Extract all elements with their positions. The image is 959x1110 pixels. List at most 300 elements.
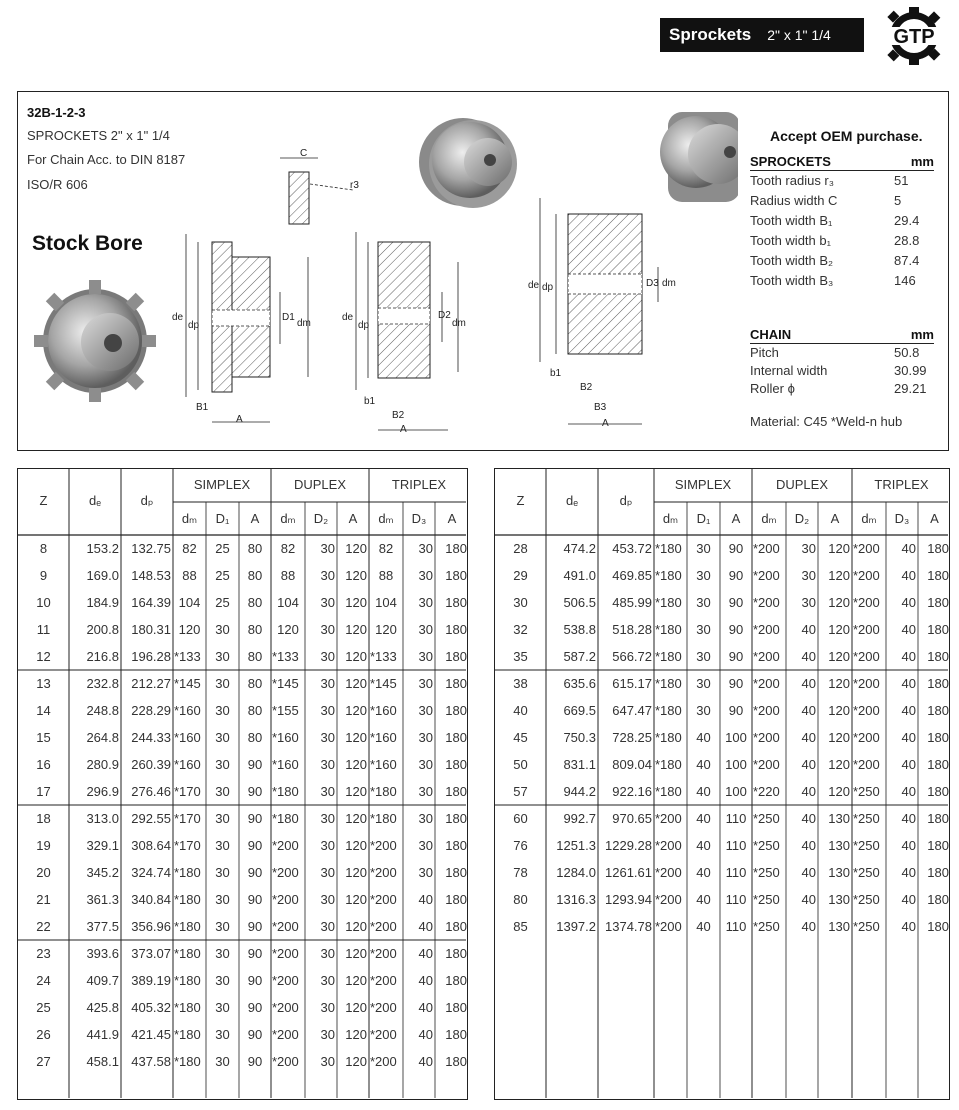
table-cell: 491.0 bbox=[563, 568, 596, 583]
table-row bbox=[18, 697, 467, 724]
spec-row bbox=[750, 251, 934, 271]
table-cell: 21 bbox=[36, 892, 51, 907]
table-cell: 180 bbox=[927, 730, 949, 745]
table-cell: 23 bbox=[36, 946, 51, 961]
table-cell: 809.04 bbox=[612, 757, 652, 772]
table-cell: 831.1 bbox=[563, 757, 596, 772]
table-row bbox=[495, 913, 949, 940]
technical-drawings bbox=[18, 92, 738, 448]
table-cell: 40 bbox=[801, 622, 816, 637]
table-cell: 104 bbox=[277, 595, 299, 610]
table-cell: 90 bbox=[728, 703, 744, 718]
table-cell: 30 bbox=[215, 919, 230, 934]
table-cell: *200 bbox=[853, 622, 880, 637]
col-subheader-dm: dₘ bbox=[761, 511, 777, 526]
table-cell: *200 bbox=[370, 919, 397, 934]
table-cell: 78 bbox=[513, 865, 528, 880]
table-cell: 30 bbox=[801, 541, 816, 556]
table-cell: 324.74 bbox=[131, 865, 171, 880]
spec-label: Pitch bbox=[750, 345, 779, 360]
table-cell: 922.16 bbox=[612, 784, 652, 799]
col-subheader-dm: dₘ bbox=[861, 511, 877, 526]
table-cell: *200 bbox=[853, 649, 880, 664]
chain-spec-header bbox=[750, 326, 934, 344]
table-cell: *200 bbox=[370, 892, 397, 907]
table-cell: 30 bbox=[696, 568, 711, 583]
table-cell: 40 bbox=[901, 865, 916, 880]
table-cell: *200 bbox=[753, 703, 780, 718]
dim-d2: D2 bbox=[438, 310, 451, 321]
table-row bbox=[495, 589, 949, 616]
table-cell: 30 bbox=[696, 676, 711, 691]
table-cell: 30 bbox=[418, 622, 433, 637]
table-cell: 30 bbox=[320, 541, 335, 556]
dim-c: C bbox=[300, 148, 308, 159]
col-subheader-dm: dₘ bbox=[662, 511, 679, 526]
table-cell: *180 bbox=[655, 541, 682, 556]
table-cell: 80 bbox=[247, 568, 263, 583]
table-cell: 40 bbox=[801, 865, 816, 880]
table-cell: 296.9 bbox=[86, 784, 119, 799]
table-cell: 180 bbox=[927, 622, 949, 637]
table-cell: 30 bbox=[320, 649, 335, 664]
table-cell: 180 bbox=[445, 865, 467, 880]
table-cell: 28 bbox=[513, 541, 528, 556]
col-header-triplex: TRIPLEX bbox=[391, 477, 447, 492]
col-subheader-a: A bbox=[447, 511, 457, 526]
table-cell: 437.58 bbox=[131, 1054, 171, 1069]
table-cell: 40 bbox=[696, 838, 711, 853]
table-cell: 180 bbox=[927, 649, 949, 664]
table-cell: *180 bbox=[174, 892, 201, 907]
dim-b1-lower-triplex: b1 bbox=[550, 368, 562, 379]
table-cell: 90 bbox=[728, 676, 744, 691]
table-cell: 9 bbox=[39, 568, 48, 583]
table-cell: 120 bbox=[345, 946, 367, 961]
table-cell: 30 bbox=[418, 838, 433, 853]
table-row bbox=[18, 1021, 467, 1048]
table-cell: *250 bbox=[753, 892, 780, 907]
table-cell: *200 bbox=[370, 1054, 397, 1069]
table-cell: *200 bbox=[853, 541, 880, 556]
table-cell: 35 bbox=[513, 649, 528, 664]
table-cell: 992.7 bbox=[563, 811, 596, 826]
table-cell: 130 bbox=[828, 838, 850, 853]
table-cell: 30 bbox=[320, 730, 335, 745]
table-cell: 120 bbox=[345, 811, 367, 826]
dim-dm-duplex: dm bbox=[452, 318, 466, 329]
table-row bbox=[18, 670, 467, 697]
table-cell: 40 bbox=[418, 892, 433, 907]
table-cell: *160 bbox=[174, 730, 201, 745]
table-cell: 25 bbox=[215, 568, 230, 583]
table-cell: 30 bbox=[320, 838, 335, 853]
table-cell: 90 bbox=[728, 541, 744, 556]
table-cell: *200 bbox=[853, 703, 880, 718]
standard-line: For Chain Acc. to DIN 8187 bbox=[27, 152, 186, 167]
col-subheader-d3: D₃ bbox=[894, 511, 910, 526]
table-cell: 180 bbox=[927, 865, 949, 880]
sprocket-spec-title: SPROCKETS bbox=[750, 154, 831, 169]
table-cell: 120 bbox=[345, 973, 367, 988]
table-cell: *200 bbox=[272, 892, 299, 907]
table-row bbox=[18, 589, 467, 616]
table-cell: 85 bbox=[513, 919, 528, 934]
table-cell: *180 bbox=[370, 784, 397, 799]
table-cell: *200 bbox=[753, 541, 780, 556]
size-label: 2" x 1" 1/4 bbox=[767, 27, 831, 43]
table-row bbox=[18, 751, 467, 778]
table-cell: *200 bbox=[753, 568, 780, 583]
table-cell: 30 bbox=[696, 703, 711, 718]
table-cell: *180 bbox=[272, 811, 299, 826]
table-cell: 292.55 bbox=[131, 811, 171, 826]
table-cell: 88 bbox=[182, 568, 197, 583]
spec-row bbox=[750, 271, 934, 291]
table-cell: 120 bbox=[345, 595, 367, 610]
col-header-duplex: DUPLEX bbox=[293, 477, 347, 492]
table-cell: 228.29 bbox=[131, 703, 171, 718]
table-cell: 1316.3 bbox=[556, 892, 596, 907]
table-row bbox=[495, 724, 949, 751]
chain-spec-unit: mm bbox=[910, 327, 934, 342]
table-cell: 30 bbox=[320, 865, 335, 880]
table-cell: *180 bbox=[655, 703, 682, 718]
table-cell: 29 bbox=[513, 568, 528, 583]
chain-spec-title: CHAIN bbox=[750, 327, 792, 342]
table-cell: *180 bbox=[174, 865, 201, 880]
table-cell: 30 bbox=[418, 649, 433, 664]
table-cell: *200 bbox=[853, 595, 880, 610]
table-cell: 970.65 bbox=[612, 811, 652, 826]
dim-dp: dp bbox=[188, 320, 200, 331]
table-cell: 120 bbox=[178, 622, 201, 637]
table-cell: 180 bbox=[927, 595, 949, 610]
table-cell: 345.2 bbox=[86, 865, 119, 880]
title-banner bbox=[660, 18, 864, 52]
spec-label: Tooth width B₁ bbox=[750, 213, 833, 228]
table-cell: 200.8 bbox=[86, 622, 119, 637]
table-cell: *200 bbox=[655, 838, 682, 853]
spec-panel bbox=[17, 91, 949, 451]
col-header-duplex: DUPLEX bbox=[775, 477, 829, 492]
dim-a-simplex: A bbox=[236, 414, 243, 425]
table-cell: 40 bbox=[801, 649, 816, 664]
table-cell: 40 bbox=[801, 892, 816, 907]
table-cell: 40 bbox=[696, 865, 711, 880]
table-cell: 30 bbox=[320, 1000, 335, 1015]
table-cell: 260.39 bbox=[131, 757, 171, 772]
table-cell: *160 bbox=[174, 757, 201, 772]
table-cell: 40 bbox=[901, 730, 916, 745]
table-cell: 120 bbox=[828, 568, 850, 583]
table-cell: 180 bbox=[445, 649, 467, 664]
table-cell: 13 bbox=[36, 676, 51, 691]
table-cell: 40 bbox=[901, 811, 916, 826]
table-cell: 750.3 bbox=[563, 730, 596, 745]
table-cell: *200 bbox=[655, 892, 682, 907]
table-cell: 30 bbox=[320, 946, 335, 961]
col-subheader-a: A bbox=[930, 511, 939, 526]
table-cell: 308.64 bbox=[131, 838, 171, 853]
table-cell: 76 bbox=[513, 838, 528, 853]
table-cell: 244.33 bbox=[131, 730, 171, 745]
table-cell: 216.8 bbox=[86, 649, 119, 664]
table-cell: 458.1 bbox=[86, 1054, 119, 1069]
spec-value: 30.99 bbox=[894, 363, 927, 378]
table-cell: 120 bbox=[828, 730, 850, 745]
table-cell: 280.9 bbox=[86, 757, 119, 772]
table-cell: *160 bbox=[370, 703, 397, 718]
table-cell: 40 bbox=[801, 703, 816, 718]
table-cell: 30 bbox=[418, 757, 433, 772]
table-cell: *180 bbox=[655, 784, 682, 799]
spec-row bbox=[750, 171, 934, 191]
col-subheader-a: A bbox=[830, 511, 840, 526]
table-cell: 180 bbox=[927, 892, 949, 907]
table-cell: 635.6 bbox=[563, 676, 596, 691]
sprocket-table-right bbox=[494, 468, 950, 1100]
spec-value: 51 bbox=[894, 173, 909, 188]
table-row bbox=[495, 751, 949, 778]
oem-notice: Accept OEM purchase. bbox=[770, 128, 923, 144]
table-cell: 80 bbox=[247, 649, 263, 664]
table-cell: *145 bbox=[272, 676, 299, 691]
table-cell: 30 bbox=[320, 973, 335, 988]
table-cell: *180 bbox=[655, 622, 682, 637]
col-subheader-d2: D₂ bbox=[313, 511, 329, 526]
table-cell: 40 bbox=[801, 757, 816, 772]
table-cell: 120 bbox=[345, 919, 367, 934]
table-cell: 30 bbox=[215, 1054, 230, 1069]
table-cell: 40 bbox=[696, 892, 711, 907]
material-note: Material: C45 *Weld-n hub bbox=[750, 414, 903, 429]
table-cell: *180 bbox=[370, 811, 397, 826]
table-cell: 40 bbox=[901, 568, 916, 583]
table-cell: 647.47 bbox=[612, 703, 652, 718]
table-cell: 80 bbox=[247, 595, 263, 610]
dim-b2-triplex: B2 bbox=[580, 382, 593, 393]
table-cell: 30 bbox=[215, 1027, 230, 1042]
table-cell: *180 bbox=[174, 1000, 201, 1015]
spec-label: Tooth width B₂ bbox=[750, 253, 834, 268]
table-cell: 393.6 bbox=[86, 946, 119, 961]
table-cell: *200 bbox=[853, 730, 880, 745]
spec-label: Tooth width b₁ bbox=[750, 233, 831, 248]
table-cell: 30 bbox=[320, 757, 335, 772]
table-cell: *250 bbox=[753, 811, 780, 826]
table-cell: 120 bbox=[345, 676, 367, 691]
col-header-z: Z bbox=[516, 493, 525, 508]
table-cell: *180 bbox=[655, 568, 682, 583]
table-cell: *180 bbox=[174, 919, 201, 934]
table-row bbox=[495, 670, 949, 697]
table-cell: *180 bbox=[174, 1027, 201, 1042]
table-cell: 196.28 bbox=[131, 649, 171, 664]
spec-label: Tooth radius r₃ bbox=[750, 173, 835, 188]
table-row bbox=[18, 805, 467, 832]
table-cell: 1293.94 bbox=[605, 892, 652, 907]
table-cell: 80 bbox=[247, 541, 263, 556]
table-cell: 82 bbox=[280, 541, 296, 556]
table-cell: 180 bbox=[927, 811, 949, 826]
dim-d3: D3 bbox=[646, 278, 659, 289]
table-cell: 40 bbox=[696, 811, 711, 826]
col-header-simplex: SIMPLEX bbox=[674, 477, 732, 492]
table-row bbox=[18, 913, 467, 940]
table-cell: 30 bbox=[215, 757, 230, 772]
table-cell: 180 bbox=[445, 892, 467, 907]
table-cell: 30 bbox=[215, 703, 230, 718]
table-row bbox=[495, 562, 949, 589]
table-cell: 15 bbox=[36, 730, 51, 745]
table-cell: 30 bbox=[215, 946, 230, 961]
table-cell: *170 bbox=[174, 784, 201, 799]
sprocket-spec-header bbox=[750, 153, 934, 171]
table-cell: 120 bbox=[345, 1027, 367, 1042]
table-cell: 184.9 bbox=[86, 595, 119, 610]
table-cell: 180 bbox=[445, 973, 467, 988]
table-cell: 518.28 bbox=[612, 622, 652, 637]
table-cell: *200 bbox=[272, 973, 299, 988]
table-cell: 180 bbox=[927, 541, 949, 556]
table-cell: *250 bbox=[853, 892, 880, 907]
table-cell: 100 bbox=[725, 757, 747, 772]
chain-spec-table bbox=[750, 326, 934, 398]
table-cell: 90 bbox=[247, 919, 263, 934]
table-cell: 180 bbox=[927, 703, 949, 718]
table-cell: 130 bbox=[828, 865, 850, 880]
table-cell: 30 bbox=[215, 676, 230, 691]
iso-line: ISO/R 606 bbox=[27, 177, 88, 192]
table-cell: 45 bbox=[513, 730, 528, 745]
table-cell: 30 bbox=[418, 568, 433, 583]
table-cell: 485.99 bbox=[612, 595, 652, 610]
table-cell: 90 bbox=[247, 757, 263, 772]
table-cell: *250 bbox=[853, 919, 880, 934]
table-cell: 506.5 bbox=[563, 595, 596, 610]
table-cell: 409.7 bbox=[86, 973, 119, 988]
table-row bbox=[495, 697, 949, 724]
spec-row bbox=[750, 211, 934, 231]
table-cell: 40 bbox=[801, 838, 816, 853]
table-cell: 120 bbox=[828, 784, 850, 799]
table-cell: 587.2 bbox=[563, 649, 596, 664]
table-cell: *200 bbox=[655, 811, 682, 826]
part-code: 32B-1-2-3 bbox=[27, 105, 86, 120]
table-cell: 728.25 bbox=[612, 730, 652, 745]
spec-label: Radius width C bbox=[750, 193, 838, 208]
dim-r3: r3 bbox=[350, 180, 359, 191]
table-cell: 180 bbox=[445, 622, 467, 637]
table-cell: 80 bbox=[513, 892, 528, 907]
table-row bbox=[495, 886, 949, 913]
table-cell: 180 bbox=[445, 1000, 467, 1015]
table-cell: 90 bbox=[247, 811, 263, 826]
table-cell: 40 bbox=[901, 622, 916, 637]
table-cell: *145 bbox=[370, 676, 397, 691]
col-subheader-d1: D₁ bbox=[696, 511, 711, 526]
sprocket-table-left bbox=[17, 468, 468, 1100]
table-cell: 232.8 bbox=[86, 676, 119, 691]
table-cell: 361.3 bbox=[86, 892, 119, 907]
table-cell: *180 bbox=[655, 649, 682, 664]
table-cell: 104 bbox=[178, 595, 201, 610]
table-cell: 389.19 bbox=[131, 973, 171, 988]
table-cell: 90 bbox=[247, 946, 263, 961]
table-cell: 148.53 bbox=[131, 568, 171, 583]
table-cell: 469.85 bbox=[612, 568, 652, 583]
table-cell: 30 bbox=[215, 838, 230, 853]
table-cell: 57 bbox=[513, 784, 528, 799]
table-row bbox=[495, 616, 949, 643]
table-cell: 120 bbox=[828, 649, 850, 664]
table-cell: *155 bbox=[272, 703, 299, 718]
table-cell: 32 bbox=[513, 622, 528, 637]
table-cell: 90 bbox=[728, 622, 744, 637]
table-cell: 20 bbox=[36, 865, 51, 880]
col-subheader-a: A bbox=[348, 511, 358, 526]
table-cell: 276.46 bbox=[131, 784, 171, 799]
dim-de-duplex: de bbox=[342, 312, 354, 323]
table-cell: 1284.0 bbox=[556, 865, 596, 880]
table-cell: 18 bbox=[36, 811, 51, 826]
table-cell: 80 bbox=[247, 730, 263, 745]
table-cell: 40 bbox=[801, 676, 816, 691]
table-cell: 130 bbox=[828, 892, 850, 907]
table-cell: 30 bbox=[696, 595, 711, 610]
table-cell: 82 bbox=[182, 541, 197, 556]
table-cell: 40 bbox=[901, 892, 916, 907]
table-cell: *200 bbox=[272, 1054, 299, 1069]
col-subheader-d1: D₁ bbox=[215, 511, 230, 526]
col-header-triplex: TRIPLEX bbox=[874, 477, 929, 492]
table-cell: 180.31 bbox=[131, 622, 171, 637]
table-row bbox=[18, 616, 467, 643]
table-cell: 25 bbox=[215, 595, 230, 610]
table-cell: 110 bbox=[725, 865, 747, 880]
table-cell: 90 bbox=[728, 595, 744, 610]
table-cell: *250 bbox=[853, 811, 880, 826]
table-cell: 90 bbox=[728, 649, 744, 664]
table-cell: 120 bbox=[345, 892, 367, 907]
table-cell: 212.27 bbox=[131, 676, 171, 691]
table-cell: 180 bbox=[927, 676, 949, 691]
table-cell: 26 bbox=[36, 1027, 51, 1042]
table-cell: 80 bbox=[247, 676, 263, 691]
col-subheader-dm: dₘ bbox=[280, 511, 296, 526]
table-cell: 60 bbox=[513, 811, 528, 826]
table-cell: *200 bbox=[753, 595, 780, 610]
table-cell: 180 bbox=[445, 595, 467, 610]
table-cell: 30 bbox=[320, 676, 335, 691]
table-cell: *200 bbox=[853, 676, 880, 691]
table-row bbox=[18, 940, 467, 967]
dim-a-triplex: A bbox=[602, 418, 609, 429]
table-cell: *180 bbox=[174, 946, 201, 961]
table-cell: 421.45 bbox=[131, 1027, 171, 1042]
table-cell: 30 bbox=[418, 784, 433, 799]
table-cell: 180 bbox=[445, 703, 467, 718]
table-cell: 180 bbox=[927, 568, 949, 583]
spec-value: 50.8 bbox=[894, 345, 920, 360]
table-cell: 16 bbox=[36, 757, 51, 772]
table-cell: 180 bbox=[927, 757, 949, 772]
table-cell: 377.5 bbox=[86, 919, 119, 934]
table-cell: 30 bbox=[320, 568, 335, 583]
table-cell: 180 bbox=[445, 676, 467, 691]
table-cell: 30 bbox=[418, 703, 433, 718]
